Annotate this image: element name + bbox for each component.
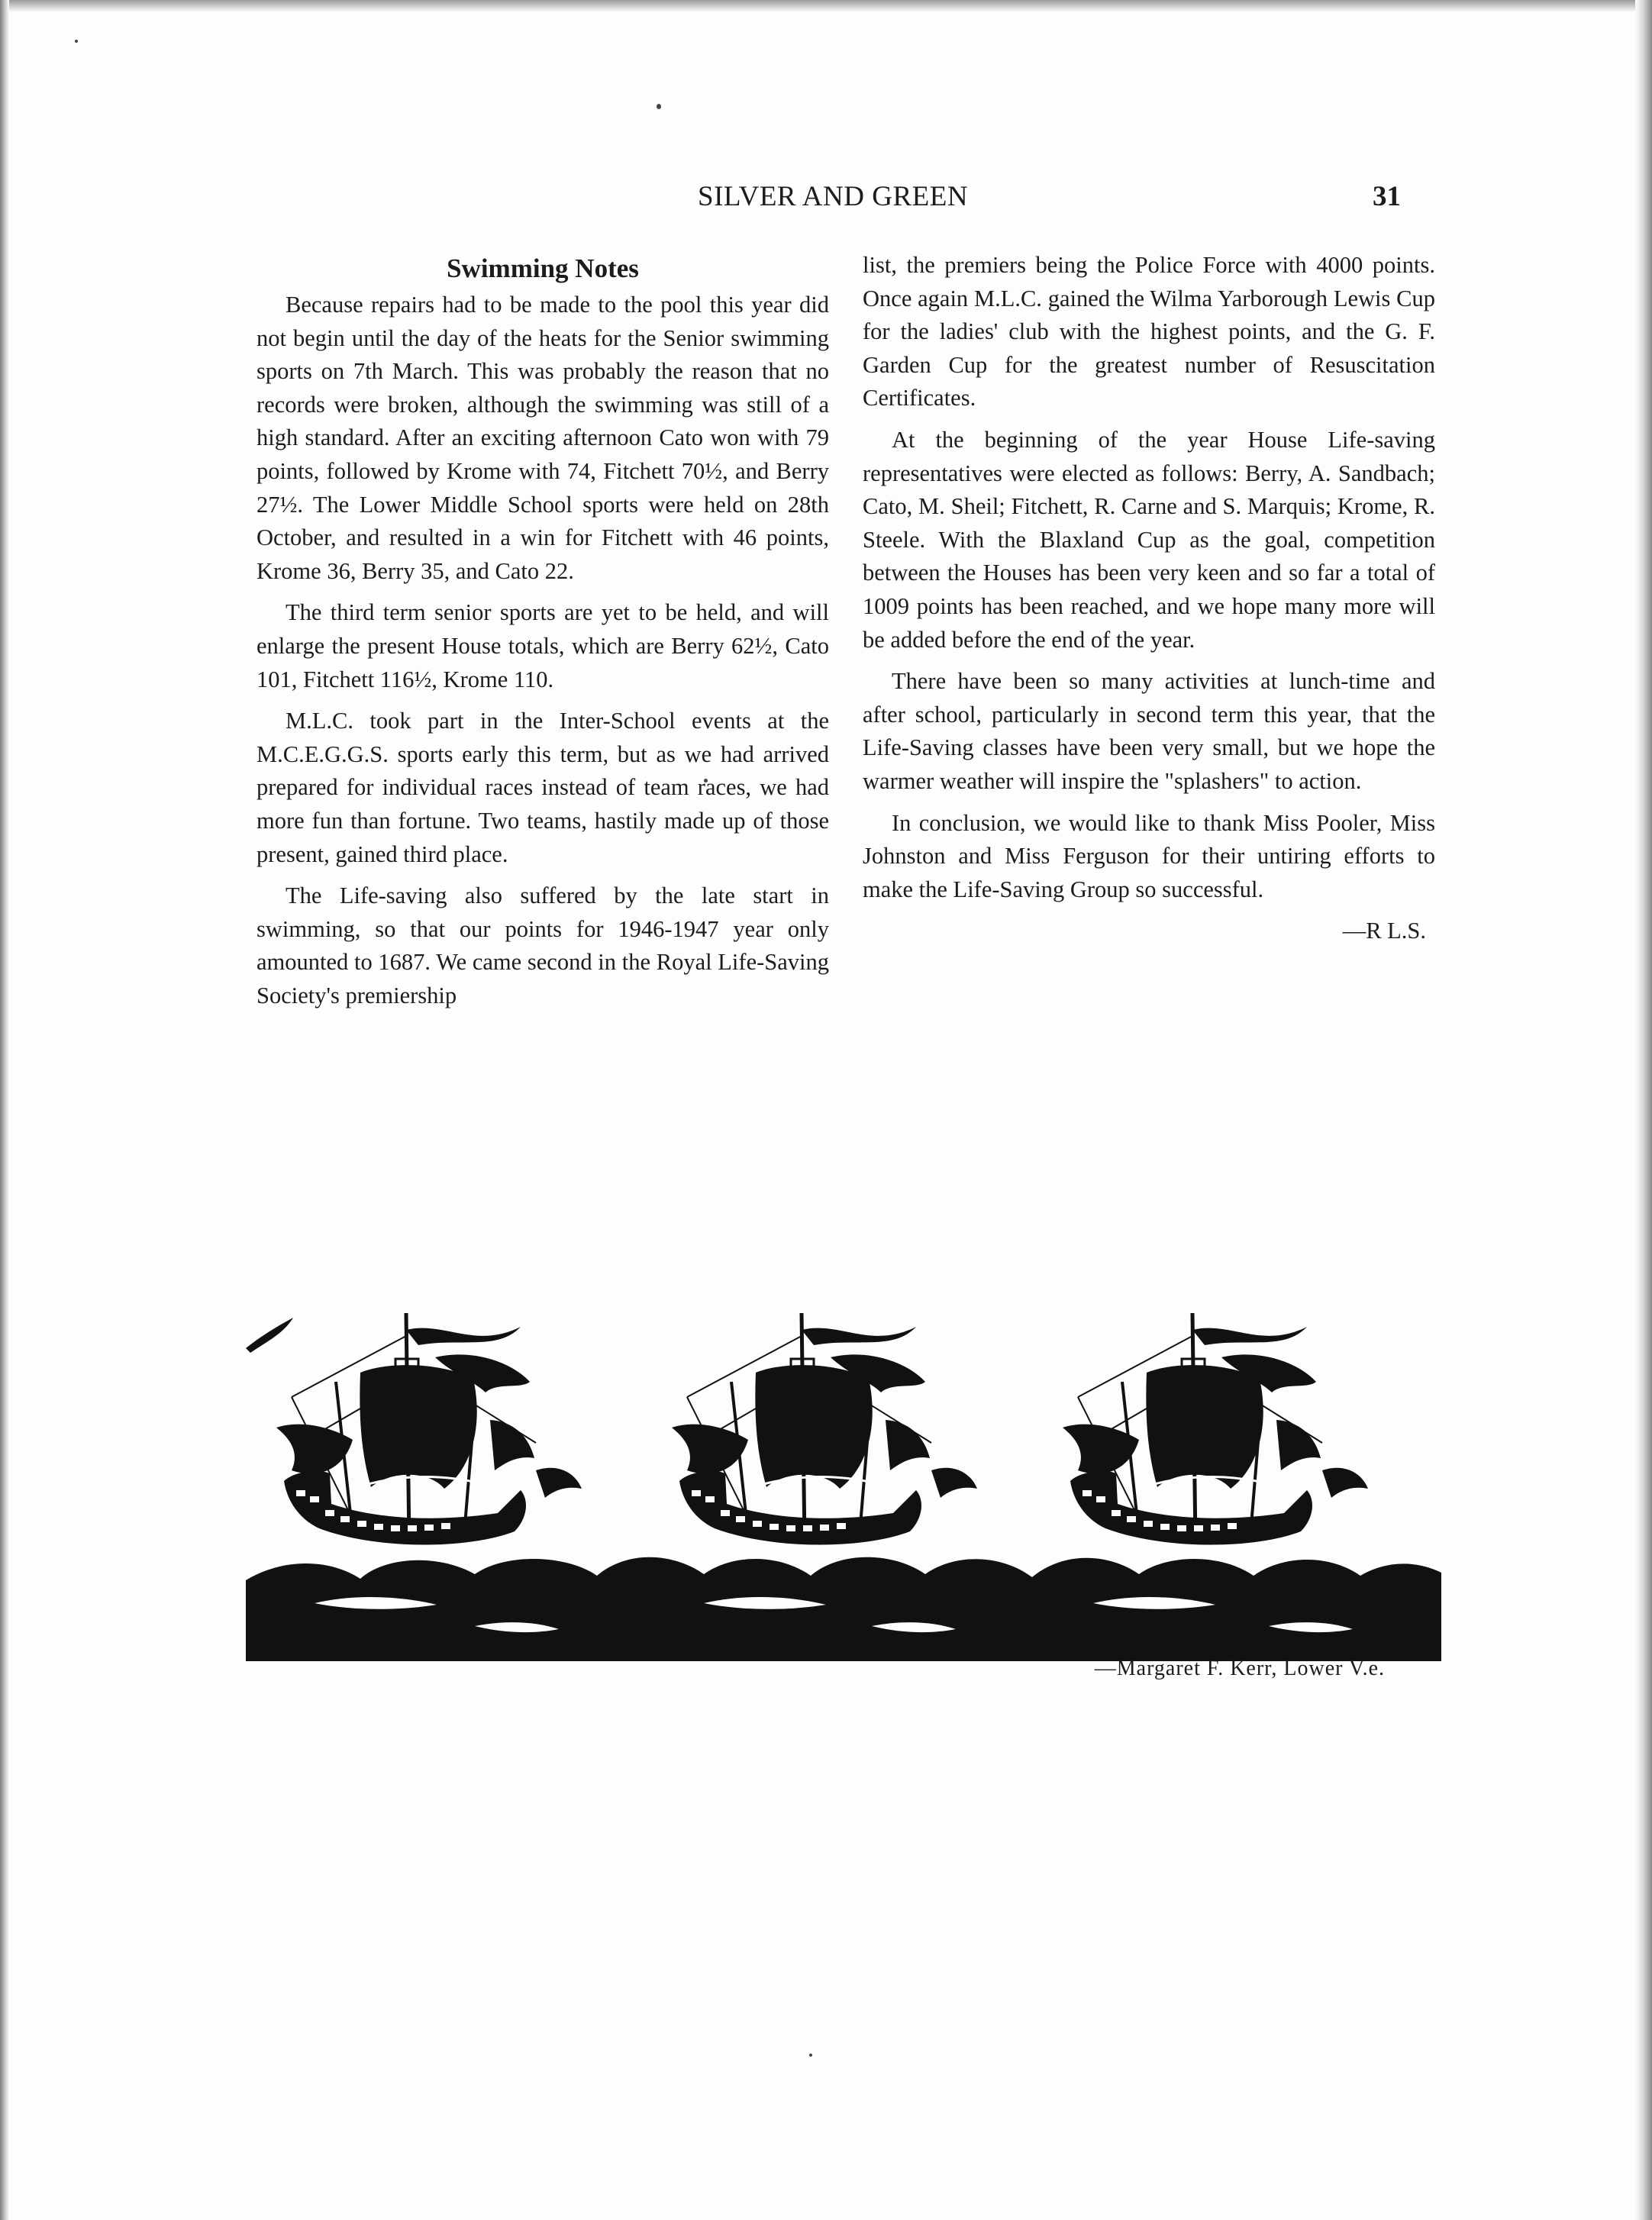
paragraph: There have been so many activities at lunch-time and after school, particularly in second term this year, that the Life-Saving classes have been very small, but we hope the warmer weather will inspire the "splashers" to action. (863, 668, 1435, 794)
paragraph-continuation: list, the premiers being the Police Force with 4000 points. Once again M.L.C. gained the Wilma Yarborough Lewis Cup for the ladies' club with the highest points, and the G. F. Garden Cup for the greatest number of Resuscitation Certificates. (863, 252, 1435, 411)
ink-speck (809, 2054, 812, 2057)
page-left-edge (0, 0, 9, 2220)
ink-speck (657, 104, 661, 109)
left-column (257, 252, 829, 1021)
page-right-edge (1635, 0, 1652, 2220)
running-head: SILVER AND GREEN (698, 181, 969, 212)
page-number: 31 (1373, 181, 1401, 212)
galleon-frieze-icon (246, 1290, 1441, 1661)
paragraph: In conclusion, we would like to thank Miss Pooler, Miss Johnston and Miss Ferguson for their untiring efforts to make the Life-Saving Group so successful. (863, 809, 1435, 902)
paragraph: The Life-saving also suffered by the late start in swimming, so that our points for 1946-1947 year only amounted to 1687. We came second in the Royal Life-Saving Society's premiership (257, 883, 829, 1008)
paragraph: At the beginning of the year House Life-saving representatives were elected as follows: Berry, A. Sandbach; Cato, M. Sheil; Fitchett, R. Carne and S. Marquis; Krome, R. Steele. With the Blaxland Cup as the goal, competition between the Houses has been very keen and so far a total of 1009 points has been reached, and we hope many more will be added before the end of the year. (863, 426, 1435, 653)
right-column (863, 249, 1435, 957)
page-top-edge (0, 0, 1652, 12)
ink-speck (75, 40, 78, 43)
paragraph: Because repairs had to be made to the pool this year did not begin until the day of the heats for the Senior swimming sports on 7th March. This was probably the reason that no records were broken, although the swimming was still of a high standard. After an exciting afternoon Cato won with 79 points, followed by Krome with 74, Fitchett 70½, and Berry 27½. The Lower Middle School sports were held on 28th October, and resulted in a win for Fitchett with 46 points, Krome 36, Berry 35, and Cato 22. (257, 292, 829, 584)
article-title: Swimming Notes (447, 253, 639, 283)
paragraph: The third term senior sports are yet to be held, and will enlarge the present House totals, which are Berry 62½, Cato 101, Fitchett 116½, Krome 110. (257, 599, 829, 692)
paragraph: M.L.C. took part in the Inter-School events at the M.C.E.G.G.S. sports early this term, but as we had arrived prepared for individual races instead of team races, we had more fun than fortune. Two teams, hastily made up of those present, gained third place. (257, 708, 829, 867)
author-signoff: —R L.S. (1342, 918, 1426, 944)
artist-credit: —Margaret F. Kerr, Lower V.e. (1094, 1657, 1385, 1680)
